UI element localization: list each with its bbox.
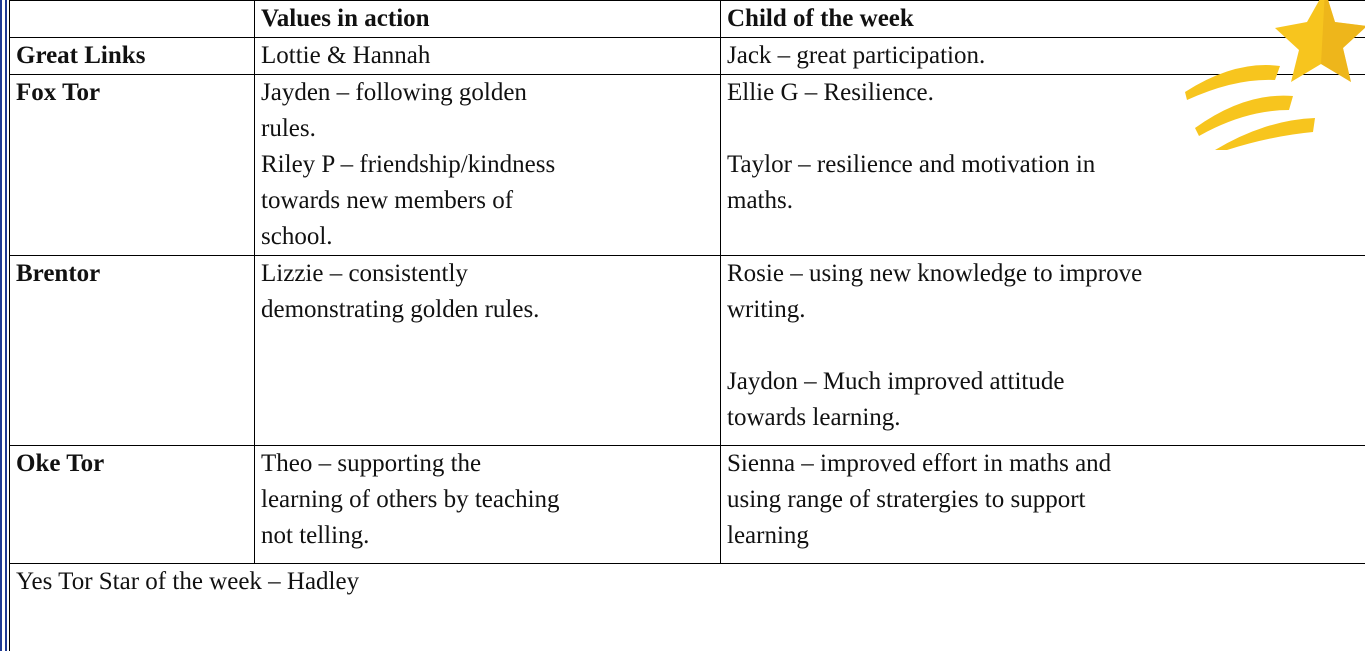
table-row [10, 446, 1365, 564]
table-row [10, 75, 1365, 256]
values-cell: Lottie & Hannah [255, 38, 721, 75]
table-footer-row [10, 564, 1365, 651]
values-cell: Lizzie – consistently demonstrating golden rules. [255, 256, 721, 446]
class-name-cell: Fox Tor [10, 75, 255, 256]
page-border-rule [0, 0, 2, 651]
header-child-of-the-week: Child of the week [721, 1, 1365, 38]
values-cell: Theo – supporting the learning of others by teaching not telling. [255, 446, 721, 564]
page-border-rule-inner [5, 0, 7, 651]
header-class-cell [10, 1, 255, 38]
table-row [10, 256, 1365, 446]
child-cell: Jack – great participation. [721, 38, 1365, 75]
child-cell: Sienna – improved effort in maths and using range of stratergies to support learning [721, 446, 1365, 564]
table-row [10, 38, 1365, 75]
awards-table [9, 0, 1365, 651]
child-cell: Rosie – using new knowledge to improve writing. Jaydon – Much improved attitude towards learning. [721, 256, 1365, 446]
header-values-in-action: Values in action [255, 1, 721, 38]
child-cell: Ellie G – Resilience. Taylor – resilience and motivation in maths. [721, 75, 1365, 256]
class-name-cell: Great Links [10, 38, 255, 75]
star-of-the-week-cell: Yes Tor Star of the week – Hadley [10, 564, 1365, 651]
class-name-cell: Oke Tor [10, 446, 255, 564]
values-cell: Jayden – following golden rules. Riley P – friendship/kindness towards new members of school. [255, 75, 721, 256]
class-name-cell: Brentor [10, 256, 255, 446]
table-header-row [10, 1, 1365, 38]
